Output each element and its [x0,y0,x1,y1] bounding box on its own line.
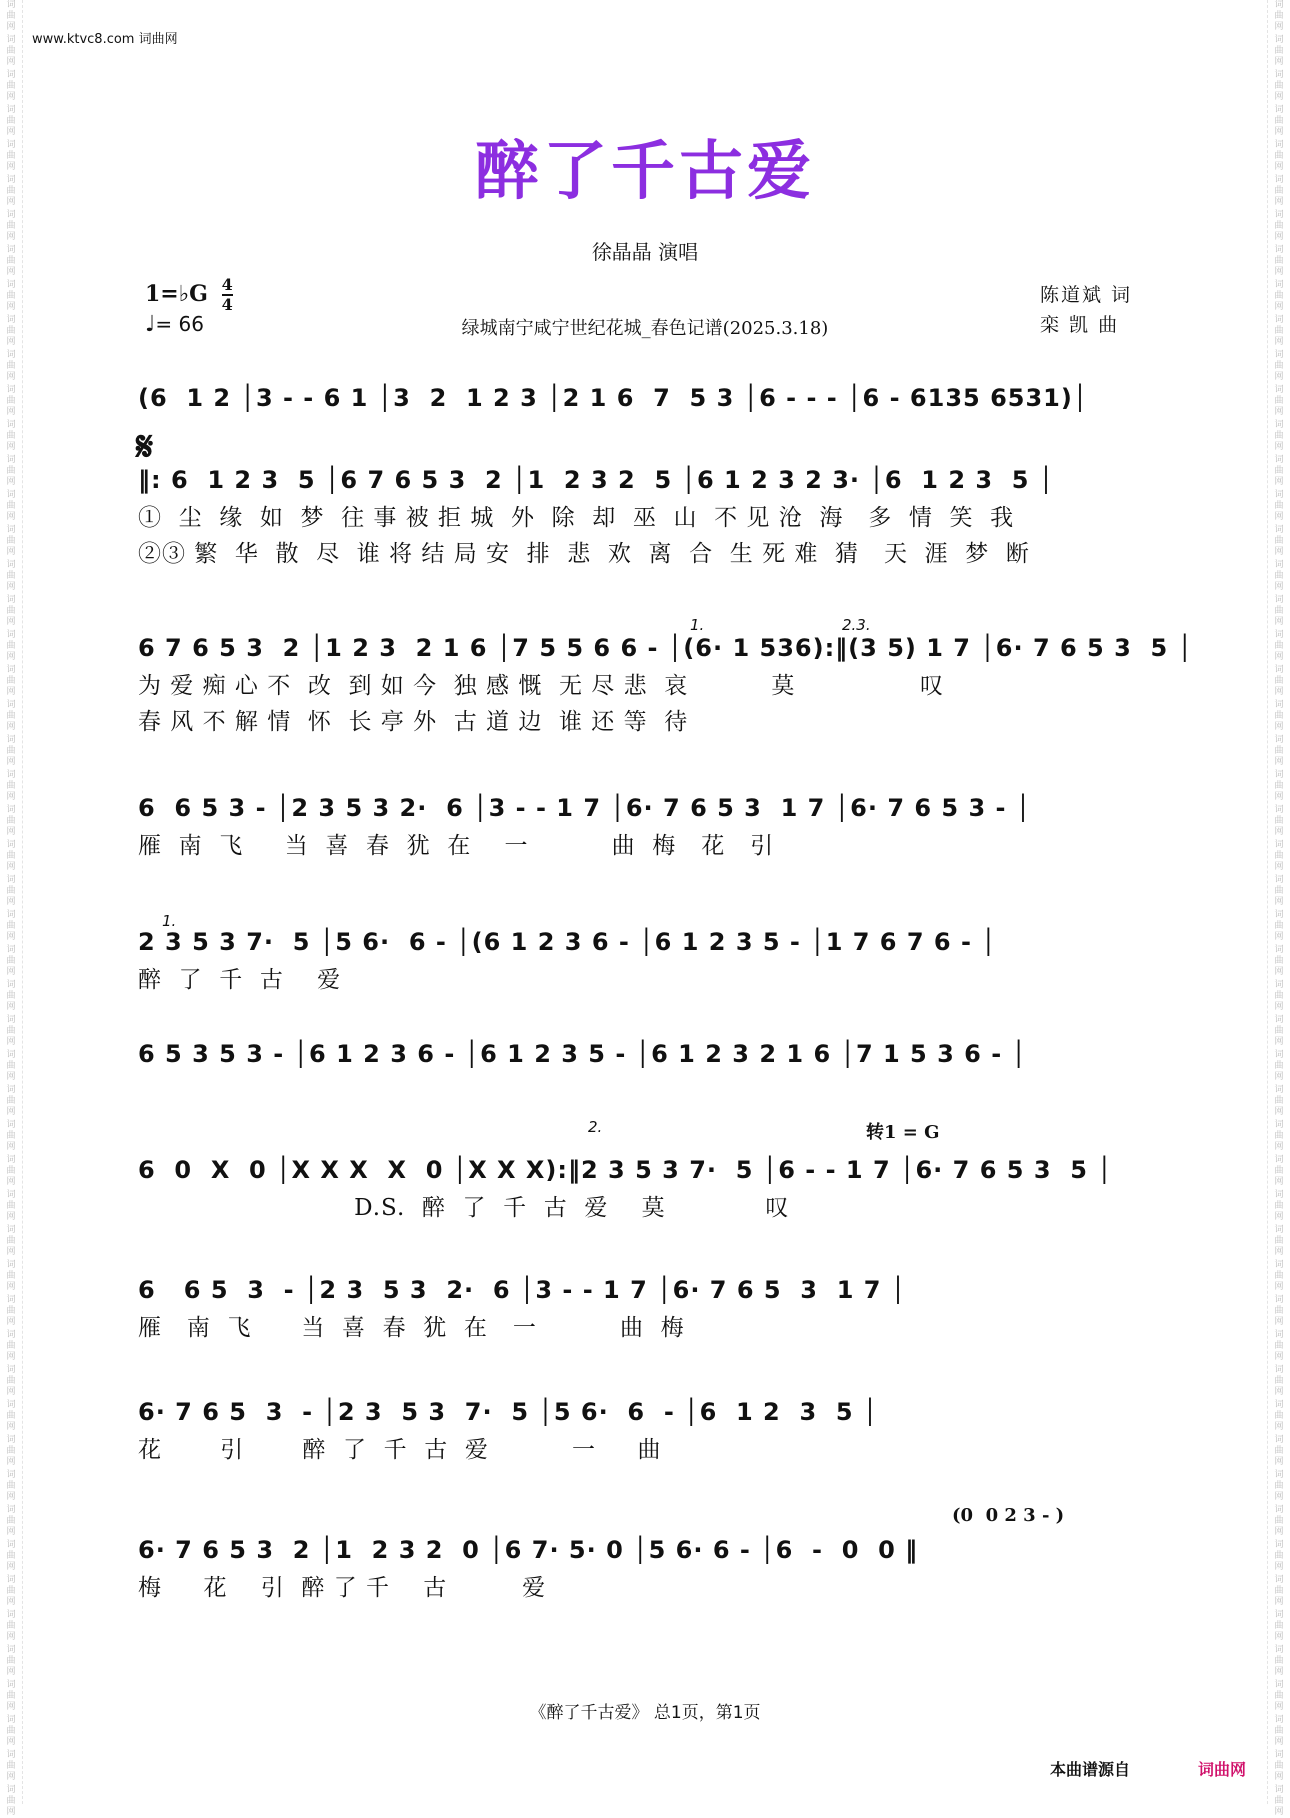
page-footer: 《醉了千古爱》 总1页，第1页 [529,1703,761,1723]
watermark-text: 词 曲 网 [6,245,16,277]
watermark-text: 词 曲 网 [6,140,16,172]
watermark-text: 词 曲 网 [1274,315,1284,347]
watermark-text: 词 曲 网 [6,385,16,417]
watermark-text: 词 曲 网 [1274,1505,1284,1537]
watermark-text: 词 曲 网 [6,1610,16,1642]
watermark-text: 词 曲 网 [6,1715,16,1747]
watermark-text: 词 曲 网 [1274,1015,1284,1047]
watermark-text: 词 曲 网 [6,1225,16,1257]
singer-credit: 徐晶晶 演唱 [591,240,699,264]
score-system [138,460,1148,572]
watermark-text: 词 曲 网 [1274,1260,1284,1292]
segno-icon: 𝄋 [136,424,154,470]
watermark-text: 词 曲 网 [1274,1400,1284,1432]
watermark-text: 词 曲 网 [1274,1750,1284,1782]
watermark-text: 词 曲 网 [1274,1575,1284,1607]
watermark-text: 词 曲 网 [6,1575,16,1607]
time-bottom: 4 [221,295,233,314]
watermark-text: 词 曲 网 [1274,700,1284,732]
notation-line: 6 6 5 3 - │2 3 5 3 2· 6 │3 - - 1 7 │6· 7 6 5 3 1 7 │ [138,1276,907,1304]
watermark-text: 词 曲 网 [1274,560,1284,592]
watermark-text: 词 曲 网 [1274,280,1284,312]
watermark-text: 词 曲 网 [1274,665,1284,697]
score-system [138,922,1148,998]
watermark-text: 词 曲 网 [1274,1540,1284,1572]
watermark-text: 词 曲 网 [6,175,16,207]
watermark-text: 词 曲 网 [6,735,16,767]
score-system [138,1530,1148,1606]
watermark-text: 词 曲 网 [1274,910,1284,942]
lyric-line: 雁 南 飞 当 喜 春 犹 在 一 曲 梅 花 引 [138,833,775,859]
score-system [138,1392,1148,1468]
watermark-text: 词 曲 网 [6,1050,16,1082]
site-url[interactable]: www.ktvc8.com 词曲网 [32,32,178,47]
watermark-text: 词 曲 网 [1274,630,1284,662]
watermark-text: 词 曲 网 [1274,70,1284,102]
watermark-text: 词 曲 网 [6,595,16,627]
watermark-text: 词 曲 网 [6,280,16,312]
watermark-text: 词 曲 网 [6,1435,16,1467]
watermark-text: 词 曲 网 [6,1785,16,1817]
watermark-text: 词 曲 网 [6,770,16,802]
score-system [138,1270,1148,1346]
watermark-text: 词 曲 网 [6,1540,16,1572]
watermark-text: 词 曲 网 [6,1120,16,1152]
notation-line: 6· 7 6 5 3 2 │1 2 3 2 0 │6 7· 5· 0 │5 6· 6 - │6 - 0 0 ‖ [138,1536,919,1564]
lyric-line: D.S. 醉 了 千 古 爱 莫 叹 [138,1195,790,1221]
watermark-text: 词 曲 网 [6,1190,16,1222]
watermark-text: 词 曲 网 [6,560,16,592]
modulation-mark: 转1 = G [866,1122,940,1143]
watermark-text: 词 曲 网 [6,665,16,697]
ending-mark: (0 0 2 3 - ) [952,1505,1065,1526]
notation-line: 2 3 5 3 7· 5 │5 6· 6 - │(6 1 2 3 6 - │6 1 2 3 5 - │1 7 6 7 6 - │ [138,928,997,956]
watermark-text: 词 曲 网 [6,490,16,522]
notation-line: 6 7 6 5 3 2 │1 2 3 2 1 6 │7 5 5 6 6 - │(6· 1 536):‖(3 5) 1 7 │6· 7 6 5 3 5 │ [138,634,1194,662]
watermark-text: 词 曲 网 [1274,1155,1284,1187]
watermark-text: 词 曲 网 [1274,455,1284,487]
watermark-text: 词 曲 网 [6,805,16,837]
watermark-text: 词 曲 网 [1274,1365,1284,1397]
watermark-text: 词 曲 网 [1274,1680,1284,1712]
watermark-text: 词 曲 网 [1274,1435,1284,1467]
watermark-text: 词 曲 网 [6,910,16,942]
watermark-text: 词 曲 网 [1274,140,1284,172]
watermark-text: 词 曲 网 [1274,875,1284,907]
watermark-text: 词 曲 网 [1274,1085,1284,1117]
watermark-text: 词 曲 网 [1274,595,1284,627]
watermark-text: 词 曲 网 [1274,1295,1284,1327]
watermark-text: 词 曲 网 [1274,735,1284,767]
lyric-line: 雁 南 飞 当 喜 春 犹 在 一 曲 梅 [138,1315,685,1341]
watermark-text: 词 曲 网 [1274,35,1284,67]
watermark-text: 词 曲 网 [6,1260,16,1292]
watermark-text: 词 曲 网 [6,420,16,452]
watermark-text: 词 曲 网 [6,1505,16,1537]
watermark-text: 词 曲 网 [1274,840,1284,872]
watermark-text: 词 曲 网 [6,1400,16,1432]
volta-23-mark: 2.3. [842,616,871,634]
watermark-text: 词 曲 网 [1274,245,1284,277]
watermark-text: 词 曲 网 [1274,210,1284,242]
watermark-text: 词 曲 网 [1274,175,1284,207]
tempo-value: = 66 [155,312,204,336]
watermark-text: 词 曲 网 [6,1295,16,1327]
watermark-text: 词 曲 网 [6,630,16,662]
watermark-text: 词 曲 网 [6,875,16,907]
watermark-text: 词 曲 网 [1274,1190,1284,1222]
composer-credit: 栾 凯 曲 [1040,314,1120,336]
watermark-text: 词 曲 网 [6,525,16,557]
watermark-text: 词 曲 网 [1274,1120,1284,1152]
right-watermark-strip [1267,0,1290,1817]
watermark-text: 词 曲 网 [6,840,16,872]
lyric-line: 醉 了 千 古 爱 [138,967,342,993]
watermark-text: 词 曲 网 [1274,0,1284,32]
watermark-text: 词 曲 网 [1274,1050,1284,1082]
watermark-text: 词 曲 网 [6,1015,16,1047]
watermark-text: 词 曲 网 [6,980,16,1012]
score-system [138,378,1148,418]
watermark-text: 词 曲 网 [6,455,16,487]
source-site-link[interactable]: 词曲网 [1198,1760,1247,1779]
watermark-text: 词 曲 网 [6,1750,16,1782]
watermark-text: 词 曲 网 [1274,1785,1284,1817]
lyric-line: ① 尘 缘 如 梦 往 事 被 拒 城 外 除 却 巫 山 不 见 沧 海 多 情 笑 我 [138,505,1015,531]
lyric-line: 花 引 醉 了 千 古 爱 一 曲 [138,1437,662,1463]
credits [1040,280,1132,340]
watermark-text: 词 曲 网 [6,700,16,732]
quarter-note-icon: ♩ [145,312,156,337]
watermark-text: 词 曲 网 [6,945,16,977]
watermark-text: 词 曲 网 [1274,525,1284,557]
watermark-text: 词 曲 网 [1274,980,1284,1012]
watermark-text: 词 曲 网 [1274,1645,1284,1677]
watermark-text: 词 曲 网 [1274,1225,1284,1257]
watermark-text: 词 曲 网 [6,70,16,102]
watermark-text: 词 曲 网 [1274,1715,1284,1747]
watermark-text: 词 曲 网 [6,105,16,137]
watermark-text: 词 曲 网 [6,350,16,382]
watermark-text: 词 曲 网 [1274,945,1284,977]
time-top: 4 [221,275,233,294]
arranger-credit: 绿城南宁咸宁世纪花城_春色记谱(2025.3.18) [461,318,829,339]
watermark-text: 词 曲 网 [1274,1470,1284,1502]
watermark-text: 词 曲 网 [1274,385,1284,417]
notation-line: 6 6 5 3 - │2 3 5 3 2· 6 │3 - - 1 7 │6· 7 6 5 3 1 7 │6· 7 6 5 3 - │ [138,794,1032,822]
source-label: 本曲谱源自 [1050,1760,1131,1779]
score-system [138,1034,1148,1074]
notation-line: 6· 7 6 5 3 - │2 3 5 3 7· 5 │5 6· 6 - │6 1 2 3 5 │ [138,1398,879,1426]
score-system [138,788,1148,864]
watermark-text: 词 曲 网 [6,1155,16,1187]
lyric-line: 为 爱 痴 心 不 改 到 如 今 独 感 慨 无 尽 悲 哀 莫 叹 [138,673,944,699]
watermark-text: 词 曲 网 [1274,1610,1284,1642]
watermark-text: 词 曲 网 [6,0,16,32]
notation-line: ‖: 6 1 2 3 5 │6 7 6 5 3 2 │1 2 3 2 5 │6 1 2 3 2 3· │6 1 2 3 5 │ [138,466,1055,494]
notation-line: 6 0 X 0 │X X X X 0 │X X X):‖2 3 5 3 7· 5 │6 - - 1 7 │6· 7 6 5 3 5 │ [138,1156,1113,1184]
score-system [138,1150,1148,1226]
watermark-text: 词 曲 网 [1274,1330,1284,1362]
watermark-text: 词 曲 网 [6,1330,16,1362]
key-text: 1=♭G [145,281,208,307]
notation-line: (6 1 2 │3 - - 6 1 │3 2 1 2 3 │2 1 6 7 5 3 │6 - - - │6 - 6135 6531)│ [138,384,1089,412]
left-watermark-strip [0,0,23,1817]
volta-1-mark-b: 1. [162,912,177,930]
watermark-text: 词 曲 网 [6,210,16,242]
watermark-text: 词 曲 网 [1274,350,1284,382]
watermark-text: 词 曲 网 [1274,105,1284,137]
watermark-text: 词 曲 网 [6,1470,16,1502]
time-signature [222,276,233,314]
volta-1-mark: 1. [690,616,705,634]
lyric-line: 梅 花 引 醉 了 千 古 爱 [138,1575,547,1601]
watermark-text: 词 曲 网 [6,315,16,347]
watermark-text: 词 曲 网 [1274,770,1284,802]
watermark-text: 词 曲 网 [6,1645,16,1677]
lyric-line: 春 风 不 解 情 怀 长 亭 外 古 道 边 谁 还 等 待 [138,709,689,735]
watermark-text: 词 曲 网 [1274,490,1284,522]
key-signature [145,276,233,314]
lyricist-credit: 陈道斌 词 [1040,284,1133,306]
lyric-line: ②③ 繁 华 散 尽 谁 将 结 局 安 排 悲 欢 离 合 生 死 难 猜 天 涯 梦 断 [138,541,1030,567]
watermark-text: 词 曲 网 [1274,805,1284,837]
watermark-text: 词 曲 网 [6,35,16,67]
song-title: 醉了千古爱 [475,135,815,209]
watermark-text: 词 曲 网 [6,1680,16,1712]
watermark-text: 词 曲 网 [6,1085,16,1117]
notation-line: 6 5 3 5 3 - │6 1 2 3 6 - │6 1 2 3 5 - │6 1 2 3 2 1 6 │7 1 5 3 6 - │ [138,1040,1027,1068]
watermark-text: 词 曲 网 [6,1365,16,1397]
score-system [138,628,1194,740]
watermark-text: 词 曲 网 [1274,420,1284,452]
volta-2-mark: 2. [588,1118,603,1136]
